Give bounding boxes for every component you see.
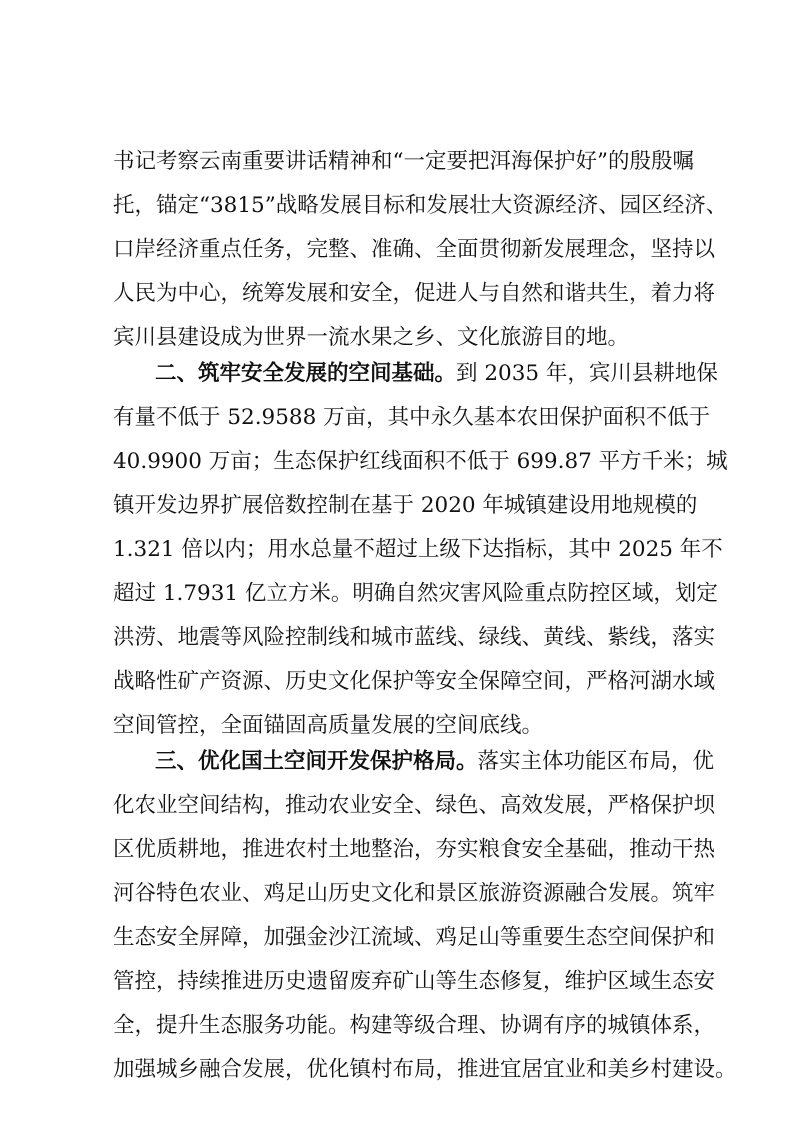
paragraph-1-line-3: 口岸经济重点任务，完整、准确、全面贯彻新发展理念，坚持以 [113,237,716,262]
section-2-first-line [155,360,718,388]
paragraph-1-line-4: 人民为中心，统筹发展和安全，促进人与自然和谐共生，着力将 [113,281,716,306]
section-2-line: 1.321 倍以内；用水总量不超过上级下达指标，其中 2025 年不 [113,537,723,562]
section-3-first-line [155,748,715,776]
section-2-line: 有量不低于 52.9588 万亩，其中永久基本农田保护面积不低于 [113,405,711,430]
section-3-line: 全，提升生态服务功能。构建等级合理、协调有序的城镇体系， [113,1013,716,1038]
section-3-heading: 三、优化国土空间开发保护格局。 [155,749,478,774]
section-3-line: 河谷特色农业、鸡足山历史文化和景区旅游资源融合发展。筑牢 [113,881,716,906]
section-3-first-text: 落实主体功能区布局，优 [477,749,715,774]
section-3-line: 加强城乡融合发展，优化镇村布局，推进宜居宜业和美乡村建设。 [113,1057,737,1082]
section-2-heading: 二、筑牢安全发展的空间基础。 [155,361,457,386]
section-3-line: 化农业空间结构，推动农业安全、绿色、高效发展，严格保护坝 [113,793,716,818]
paragraph-1-line-5: 宾川县建设成为世界一流水果之乡、文化旅游目的地。 [113,325,630,350]
section-3-line: 生态安全屏障，加强金沙江流域、鸡足山等重要生态空间保护和 [113,925,716,950]
section-2-line: 超过 1.7931 亿立方米。明确自然灾害风险重点防控区域，划定 [113,581,718,606]
section-2-first-text: 到 2035 年，宾川县耕地保 [456,361,718,386]
section-2-line: 40.9900 万亩；生态保护红线面积不低于 699.87 平方千米；城 [113,449,728,474]
section-2-line: 空间管控，全面锚固高质量发展的空间底线。 [113,713,544,738]
section-2-line: 洪涝、地震等风险控制线和城市蓝线、绿线、黄线、紫线，落实 [113,625,716,650]
section-3-line: 区优质耕地，推进农村土地整治，夯实粮食安全基础，推动干热 [113,837,716,862]
paragraph-1-line-2: 托，锚定“3815”战略发展目标和发展壮大资源经济、园区经济、 [113,193,728,218]
section-2-line: 战略性矿产资源、历史文化保护等安全保障空间，严格河湖水域 [113,669,716,694]
section-2-line: 镇开发边界扩展倍数控制在基于 2020 年城镇建设用地规模的 [113,493,698,518]
section-3-line: 管控，持续推进历史遗留废弃矿山等生态修复，维护区域生态安 [113,969,716,994]
paragraph-1-line-1: 书记考察云南重要讲话精神和“一定要把洱海保护好”的殷殷嘱 [113,149,694,174]
